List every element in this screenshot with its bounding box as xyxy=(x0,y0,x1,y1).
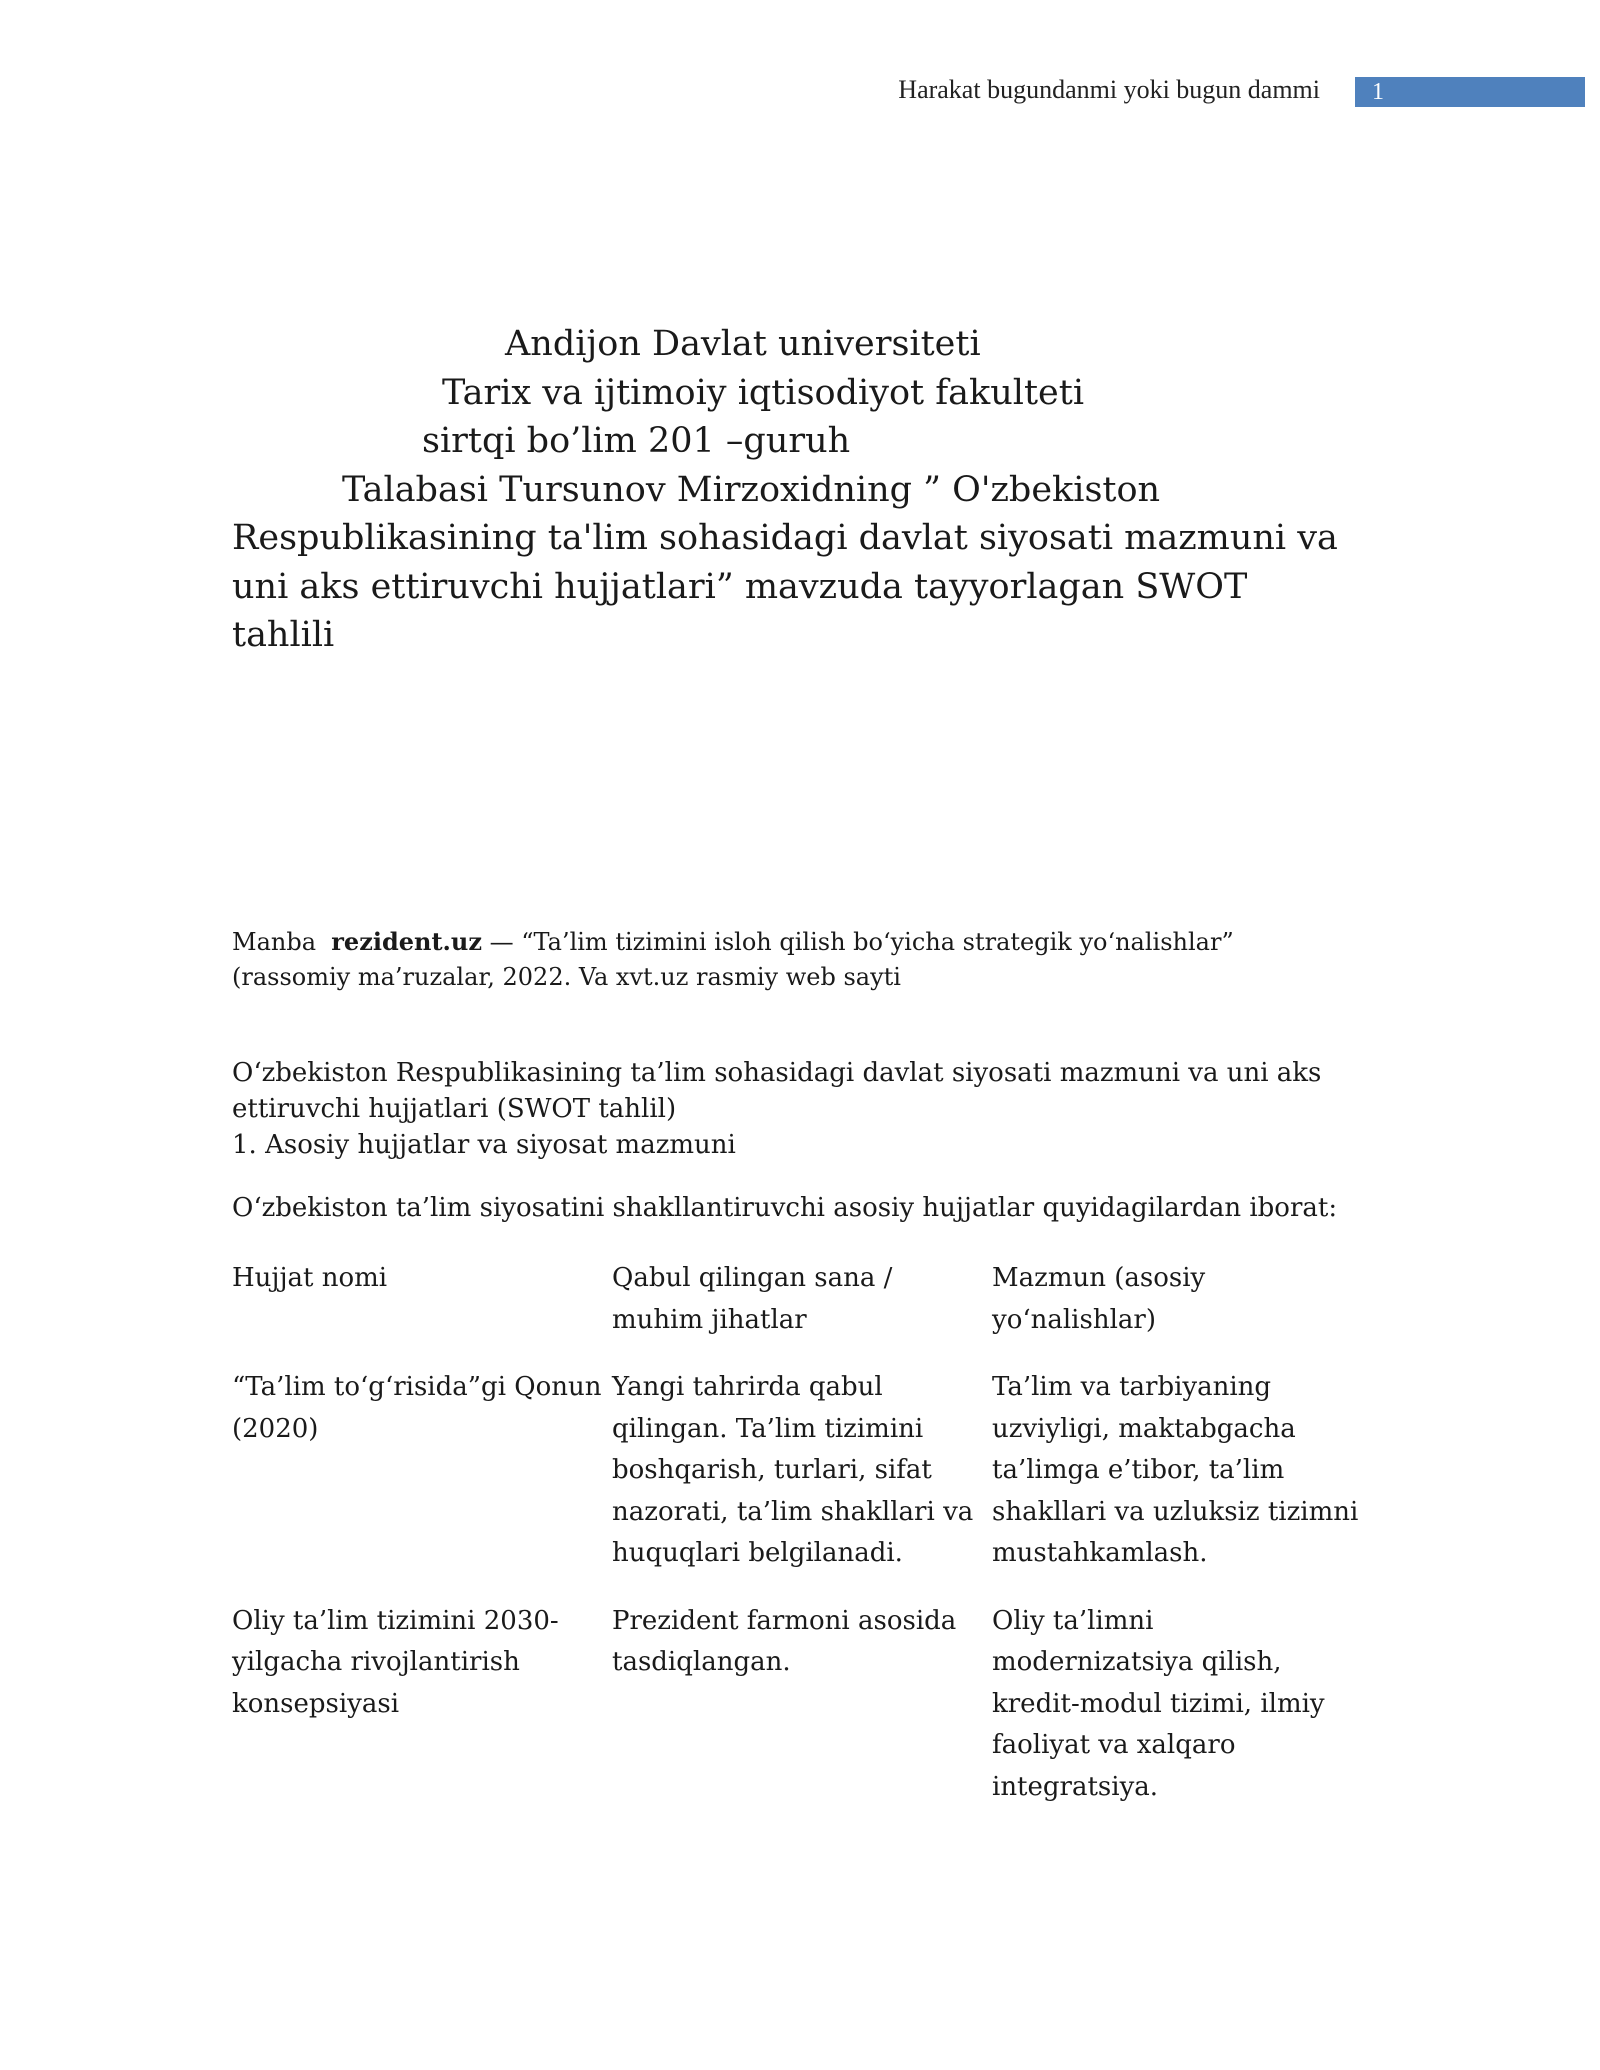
table-cell: Ta’lim va tarbiyaning uzviyligi, maktabgacha ta’limga e’tibor, ta’lim shakllari va uzluksiz tizimni mustahkamlash. xyxy=(992,1372,1359,1568)
table-cell: Oliy ta’limni modernizatsiya qilish, kredit-modul tizimi, ilmiy faoliyat va xalqaro integratsiya. xyxy=(992,1605,1325,1802)
lead-sentence: O‘zbekiston ta’lim siyosatini shakllantiruvchi asosiy hujjatlar quyidagilardan iborat: xyxy=(232,1193,1338,1223)
table-cell: Oliy ta’lim tizimini 2030-yilgacha rivojlantirish konsepsiyasi xyxy=(232,1605,559,1719)
title-faculty: Tarix va ijtimoiy iqtisodiyot fakulteti xyxy=(442,372,1085,413)
table-header-row xyxy=(232,1258,1372,1367)
title-topic-line-2: uni aks ettiruvchi hujjatlari” mavzuda tayyorlagan SWOT xyxy=(232,566,1248,607)
intro-block xyxy=(232,1055,1372,1163)
title-group: sirtqi bo’lim 201 –guruh xyxy=(422,421,851,461)
title-university: Andijon Davlat universiteti xyxy=(505,324,981,364)
documents-table xyxy=(232,1258,1372,1834)
source-line-2: (rassomiy ma’ruzalar, 2022. Va xvt.uz rasmiy web sayti xyxy=(232,963,901,991)
title-block xyxy=(232,320,1372,660)
intro-line-2: ettiruvchi hujjatlari (SWOT tahlil) xyxy=(232,1094,677,1124)
section-heading: 1. Asosiy hujjatlar va siyosat mazmuni xyxy=(232,1130,736,1160)
table-cell: Prezident farmoni asosida tasdiqlangan. xyxy=(612,1605,957,1677)
running-header: Harakat bugundanmi yoki bugun dammi xyxy=(898,75,1320,104)
title-topic-line-3: tahlili xyxy=(232,615,335,655)
source-note xyxy=(232,924,1372,995)
title-topic-line-1: Respublikasining ta'lim sohasidagi davlat siyosati mazmuni va xyxy=(232,518,1338,558)
table-row xyxy=(232,1601,1372,1835)
header-document-name: Hujjat nomi xyxy=(232,1263,388,1293)
table-cell: Yangi tahrirda qabul qilingan. Ta’lim tizimini boshqarish, turlari, sifat nazorati, ta’lim shakllari va huquqlari belgilanadi. xyxy=(612,1372,974,1568)
header-adoption-date: Qabul qilingan sana / muhim jihatlar xyxy=(612,1263,893,1335)
table-row xyxy=(232,1367,1372,1601)
source-site: rezident.uz xyxy=(331,927,482,956)
page-number-badge: 1 xyxy=(1355,77,1585,107)
source-title: — “Ta’lim tizimini isloh qilish bo‘yicha strategik yo‘nalishlar” xyxy=(481,928,1234,956)
title-student: Talabasi Tursunov Mirzoxidning ” O'zbekiston xyxy=(342,469,1161,510)
header-content: Mazmun (asosiy yo‘nalishlar) xyxy=(992,1263,1206,1335)
source-prefix: Manba xyxy=(232,928,317,956)
table-cell: “Ta’lim to‘g‘risida”gi Qonun (2020) xyxy=(232,1372,602,1444)
intro-line-1: O‘zbekiston Respublikasining ta’lim sohasidagi davlat siyosati mazmuni va uni aks xyxy=(232,1058,1322,1088)
